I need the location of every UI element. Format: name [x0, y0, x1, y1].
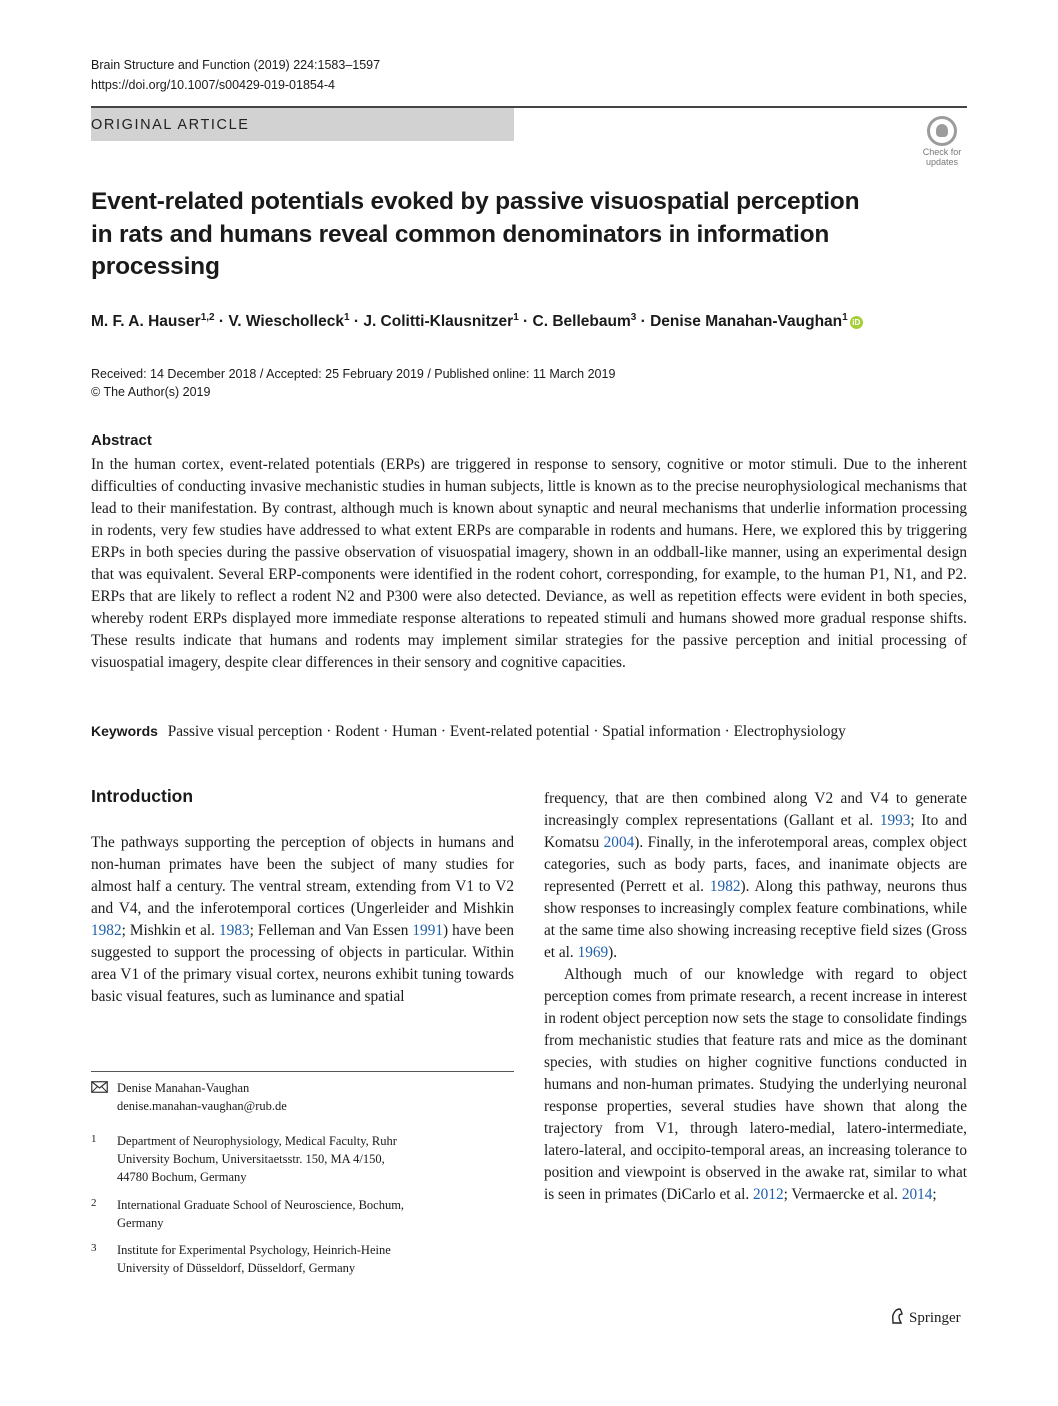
- author-name[interactable]: C. Bellebaum: [532, 313, 631, 330]
- citation-link[interactable]: 1991: [412, 922, 443, 939]
- affiliation-number: 2: [91, 1197, 97, 1209]
- affiliation-3: Institute for Experimental Psychology, Heinrich-Heine University of Düsseldorf, Düsseldorf, Germany: [117, 1243, 391, 1275]
- springer-horse-icon: [890, 1308, 904, 1324]
- orcid-icon[interactable]: iD: [850, 316, 863, 329]
- affiliation-1: Department of Neurophysiology, Medical Faculty, Ruhr University Bochum, Universitaetsstr. 150, MA 4/150, 44780 Bochum, Germany: [117, 1134, 397, 1184]
- citation-link[interactable]: 1983: [219, 922, 250, 939]
- author-name[interactable]: J. Colitti-Klausnitzer: [363, 313, 514, 330]
- keywords-label: Keywords: [91, 723, 158, 739]
- citation-link[interactable]: 2004: [603, 834, 635, 851]
- correspondence-name: Denise Manahan-Vaughan: [117, 1081, 250, 1095]
- author-name[interactable]: M. F. A. Hauser: [91, 313, 201, 330]
- author-name[interactable]: Denise Manahan-Vaughan: [650, 313, 843, 330]
- affiliation-number: 1: [91, 1133, 97, 1145]
- keywords: [91, 720, 846, 743]
- section-heading-introduction: Introduction: [91, 786, 194, 806]
- citation-link[interactable]: 1982: [709, 878, 741, 895]
- keywords-list: Passive visual perception · Rodent · Human · Event-related potential · Spatial information · Electrophysiology: [167, 723, 846, 740]
- paragraph: Although much of our knowledge with regard to object perception comes from primate research, a recent increase in interest in rodent object perception now sets the stage to consolidate findings from mechanistic studies that feature rats and mice as the dominant species, with studies on higher cognitive functions conducted in humans and non-human primates. Studying the underlying neuronal response properties, several studies have shown that along the trajectory from V1, through latero-medial, latero-intermediate, latero-lateral, and occipito-temporal areas, an increasing tolerance to position and viewpoint is observed in the awake rat, similar to what is seen in primates (DiCarlo et al. 2012; Vermaercke et al. 2014;: [544, 966, 967, 1203]
- bookmark-icon: [927, 116, 957, 146]
- author-list: M. F. A. Hauser$^{1,2}$ · V. Wiescholleck$^1$ · J. Colitti-Klausnitzer$^1$ · C. Bellebaum$^3$ · Denise Manahan-Vaughan$^1$ iD: [91, 311, 971, 333]
- correspondence-email[interactable]: denise.manahan-vaughan@rub.de: [117, 1099, 287, 1113]
- publisher-logo: [890, 1308, 961, 1327]
- journal-citation: Brain Structure and Function (2019) 224:1583–1597: [91, 58, 381, 72]
- affiliation-2: International Graduate School of Neuroscience, Bochum, Germany: [117, 1198, 405, 1230]
- abstract-heading: Abstract: [91, 432, 152, 449]
- author-name[interactable]: V. Wiescholleck: [228, 313, 344, 330]
- correspondence: [117, 1079, 287, 1115]
- doi-link[interactable]: https://doi.org/10.1007/s00429-019-01854-4: [91, 78, 335, 92]
- article-type-label: ORIGINAL ARTICLE: [91, 117, 250, 133]
- citation-link[interactable]: 1969: [577, 944, 609, 961]
- article-title: Event-related potentials evoked by passive visuospatial perception in rats and humans reveal common denominators in information processing: [91, 188, 860, 280]
- envelope-icon: [91, 1081, 108, 1093]
- affiliation-number: 3: [91, 1242, 97, 1254]
- left-column: [91, 832, 514, 1008]
- check-for-updates-badge[interactable]: [916, 116, 968, 170]
- right-column: [544, 788, 967, 1206]
- citation-link[interactable]: 1993: [879, 812, 911, 829]
- publication-dates: Received: 14 December 2018 / Accepted: 25 February 2019 / Published online: 11 March 2019 © The Author(s) 2019: [91, 367, 616, 399]
- citation-link[interactable]: 2014: [901, 1186, 933, 1203]
- publisher-name: Springer: [909, 1310, 961, 1326]
- paragraph: The pathways supporting the perception of objects in humans and non-human primates have been the subject of many studies for almost half a century. The ventral stream, extending from V1 to V2 and V4, and the inferotemporal cortices (Ungerleider and Mishkin 1982; Mishkin et al. 1983; Felleman and Van Essen 1991) have been suggested to support the processing of objects in particular. Within area V1 of the primary visual cortex, neurons exhibit tuning towards basic visual features, such as luminance and spatial: [91, 834, 514, 1005]
- paragraph: frequency, that are then combined along V2 and V4 to generate increasingly complex representations (Gallant et al. 1993; Ito and Komatsu 2004). Finally, in the inferotemporal areas, complex object categories, such as body parts, faces, and inanimate objects are represented (Perrett et al. 1982). Along this pathway, neurons thus show responses to increasingly complex feature combinations, while at the same time also showing increasing receptive field sizes (Gross et al. 1969).: [544, 790, 968, 961]
- footnote-rule: [91, 1071, 514, 1072]
- badge-label: Check for updates: [922, 147, 962, 167]
- abstract-text: In the human cortex, event-related potentials (ERPs) are triggered in response to sensory, cognitive or motor stimuli. Due to the inherent difficulties of conducting invasive mechanistic studies in human subjects, little is known as to the precise neurophysiological mechanisms that lead to their manifestation. By contrast, although much is known about synaptic and neural mechanisms that underlie information processing in rodents, very few studies have addressed to what extent ERPs are comparable in rodents and humans. Here, we explored this by triggering ERPs in both species during the passive observation of visuospatial imagery, shown in an oddball-like manner, using an experimental design that was equivalent. Several ERP-components were identified in the rodent cohort, corresponding, for example, to the human P1, N1, and P2. ERPs that are likely to reflect a rodent N2 and P300 were also detected. Deviance, as well as repetition effects were evident in both species, whereby rodent ERPs displayed more immediate response alterations to repeated stimuli and humans showed more gradual response shifts. These results indicate that humans and rodents may implement similar strategies for the passive perception and initial processing of visuospatial imagery, despite clear differences in their sensory and cognitive capacities.: [91, 456, 967, 671]
- citation-link[interactable]: 2012: [753, 1186, 784, 1203]
- citation-link[interactable]: 1982: [91, 922, 122, 939]
